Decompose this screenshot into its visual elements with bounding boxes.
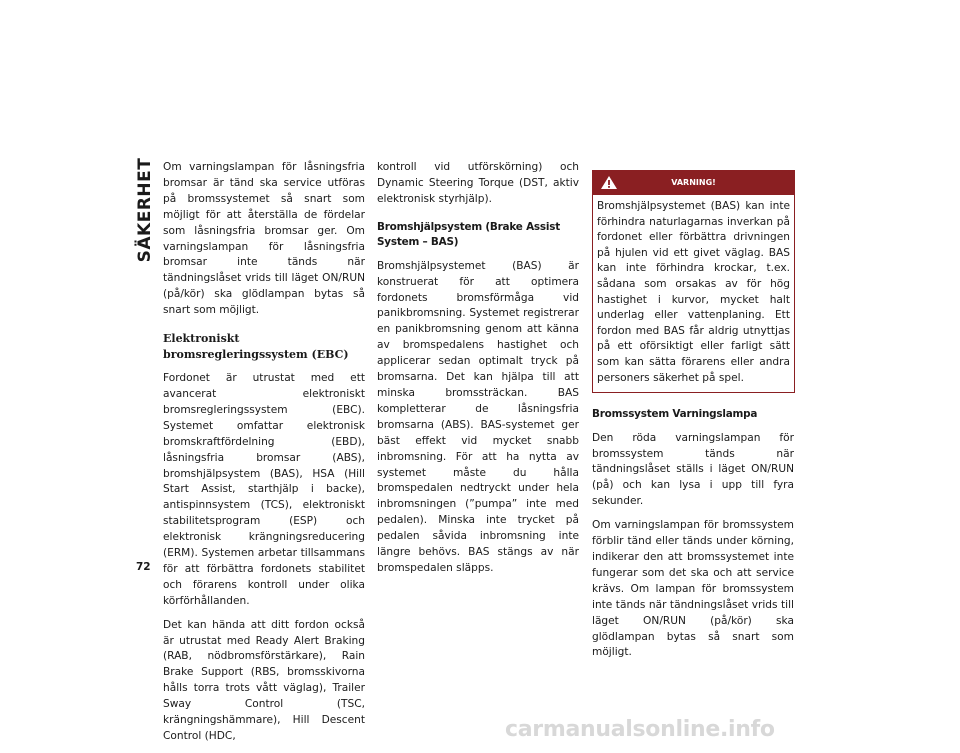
watermark: carmanualsonline.info [505, 717, 775, 742]
warning-header [593, 171, 794, 195]
section-side-tab [133, 157, 157, 263]
paragraph-ebc-description: Fordonet är utrustat med ett avancerat elektroniskt bromsregleringssystem (EBC). Systemet omfattar elektronisk bromskraftfördelning (EBD), låsningsfria bromsar (ABS), bromshjälpsystem (BAS), HSA (Hill Start Assist, starthjälp i backe), antispinnsystem (TCS), elektroniskt stabilitetsprogram (ESP) och elektronisk krängningsreducering (ERM). Systemen arbetar tillsammans för att förbättra fordonets stabilitet och förarens kontroll under olika körförhållanden. [163, 372, 365, 607]
paragraph-bas-description: Bromshjälpsystemet (BAS) är konstruerat för att optimera fordonets bromsförmåga vid panikbromsning. Systemet registrerar en panikbromsning genom att känna av bromspedalens hastighet och applicerar sedan optimalt tryck på bromsarna. Det kan hjälpa till att minska bromssträckan. BAS kompletterar de låsningsfria bromsarna (ABS). BAS-systemet ger bäst effekt vid mycket snabb inbromsning. För att ha nytta av systemet måste du hålla bromspedalen nedtryckt under hela inbromsningen (”pumpa” inte med pedalen). Minska inte trycket på pedalen såvida inbromsning inte längre behövs. BAS stängs av när bromspedalen släpps. [377, 259, 579, 574]
heading-ebc: Elektroniskt bromsregleringssystem (EBC) [163, 332, 349, 362]
heading-brake-warning-lamp: Bromssystem Varningslampa [592, 408, 758, 421]
text-column-2 [377, 160, 579, 585]
heading-bas: Bromshjälpsystem (Brake Assist System – BAS) [377, 220, 560, 249]
warning-label: VARNING! [671, 178, 716, 187]
paragraph-brake-lamp-service: Om varningslampan för bromssystem förblir tänd eller tänds under körning, indikerar den att bromssystemet inte fungerar som det ska och att service krävs. Om lampan för bromssystem inte tänds när tändningslåset vrids till läget ON/RUN (på/kör) ska glödlampan bytas så snart som möjligt. [592, 519, 794, 659]
text-column-1 [163, 160, 365, 753]
section-side-tab-label: SÄKERHET [135, 157, 155, 263]
paragraph-ebc-extra-features: Det kan hända att ditt fordon också är utrustat med Ready Alert Braking (RAB, nödbromsförstärkare), Rain Brake Support (RBS, bromsskivorna hålls torra trots vått väglag), Trailer Sway Control (TSC, krängningshämmare), Hill Descent Control (HDC, [163, 618, 365, 742]
paragraph-continuation: kontroll vid utförskörning) och Dynamic Steering Torque (DST, aktiv elektronisk styrhjälp). [377, 161, 579, 205]
paragraph-abs-warning-lamp: Om varningslampan för låsningsfria bromsar är tänd ska service utföras på bromssystemet så snart som möjligt för att återställa de fördelar som låsningsfria bromsar ger. Om varningslampan för låsningsfria bromsar inte tänds när tändningslåset vrids till läget ON/RUN (på/kör) ska glödlampan bytas så snart som möjligt. [163, 161, 365, 317]
text-column-3 [592, 158, 794, 669]
paragraph-brake-lamp-startup: Den röda varningslampan för bromssystem tänds när tändningslåset ställs i läget ON/RUN (på) och kan lysa i upp till fyra sekunder. [592, 431, 794, 508]
warning-box [592, 170, 795, 393]
page-number: 72 [136, 561, 151, 573]
warning-triangle-icon [600, 175, 618, 190]
warning-text: Bromshjälpsystemet (BAS) kan inte förhindra naturlagarnas inverkan på fordonet eller förbättra drivningen på hjulen vid ett givet väglag. BAS kan inte förhindra krockar, t.ex. sådana som orsakas av för hög hastighet i kurvor, mycket halt underlag eller vattenplaning. Ett fordon med BAS får aldrig utnyttjas på ett oförsiktigt eller farligt sätt som kan sätta förarens eller andra personers säkerhet på spel. [597, 200, 790, 384]
